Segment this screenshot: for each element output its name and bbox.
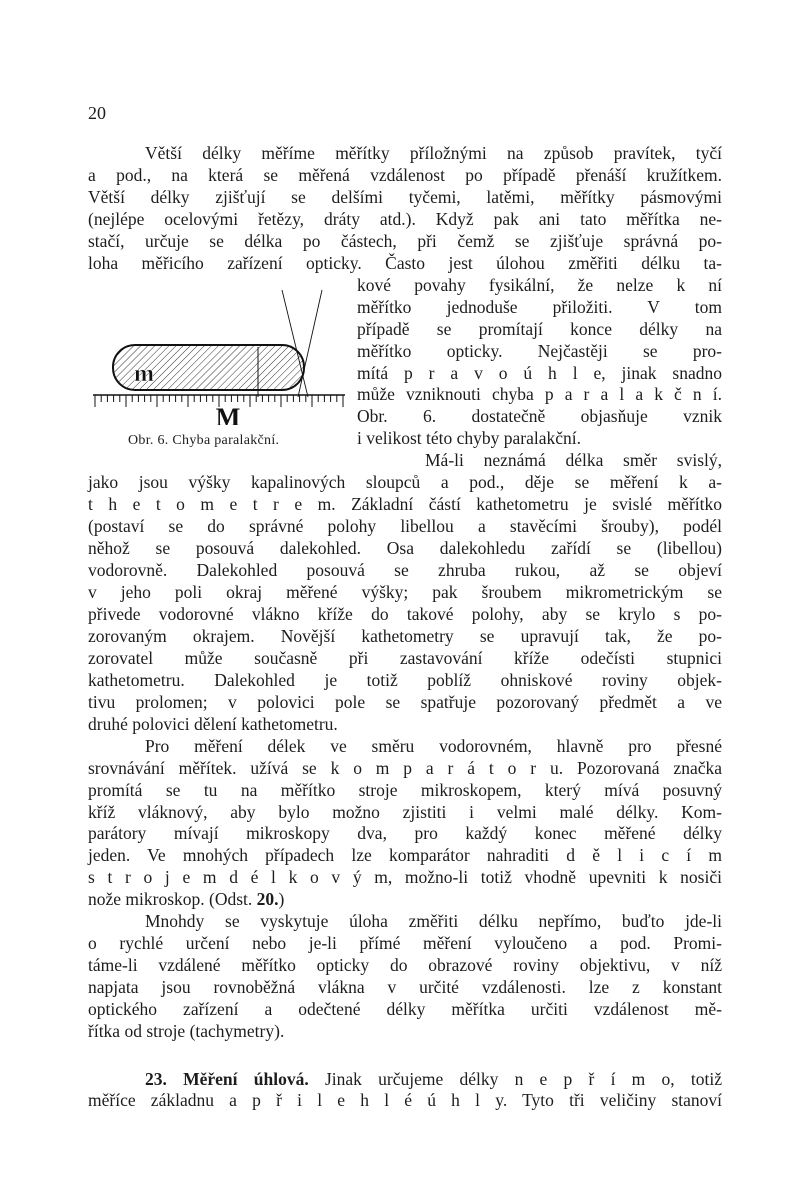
- figure-parallax-error: [88, 285, 350, 425]
- text-line: jako jsou výšky kapalinových sloupců a pod., děje se měření k a-: [88, 472, 722, 493]
- text-line: o rychlé určení nebo je-li přímé měření vyloučeno a pod. Promi-: [88, 933, 722, 954]
- text-line: stačí, určuje se délka po částech, při čemž se zjišťuje správná po-: [88, 230, 722, 251]
- text-line: Větší délky zjišťují se delšími tyčemi, latěmi, měřítky pásmovými: [88, 186, 722, 207]
- text-line: optického zařízení a odečtené délky měřítka určiti vzdálenost mě-: [88, 999, 722, 1020]
- object-label: m: [134, 361, 154, 387]
- sight-line-right: [298, 290, 322, 397]
- text-line: měřítko opticky. Nejčastěji se pro-: [357, 340, 722, 361]
- text-line: s t r o j e m d é l k o v ý m, možno-li totiž vhodně upevniti k nosiči: [88, 867, 722, 888]
- text-line: Mnohdy se vyskytuje úloha změřiti délku nepřímo, buďto jde-li: [145, 911, 722, 932]
- text-line: druhé polovici dělení kathetometru.: [88, 713, 338, 734]
- text-line: Pro měření délek ve směru vodorovném, hlavně pro přesné: [145, 735, 722, 756]
- text-line: napjata jsou rovnoběžná vlákna v určité vzdálenosti. lze z konstant: [88, 977, 722, 998]
- text-line: jeden. Ve mnohých případech lze komparátor nahraditi d ě l i c í m: [88, 845, 722, 866]
- text-line: kříž vláknový, aby bylo možno zjistiti i velmi malé délky. Kom-: [88, 801, 722, 822]
- text-line: t h e t o m e t r e m. Základní částí kathetometru je svislé měřítko: [88, 494, 722, 515]
- text-line: (nejlépe ocelovými řetězy, dráty atd.). Když pak ani tato měřítka ne-: [88, 208, 722, 229]
- section-second-line: měříce základnu a p ř i l e h l é ú h l y. Tyto tři veličiny stanoví: [88, 1090, 722, 1110]
- paragraph-reference: 20.: [256, 889, 279, 910]
- page-number: 20: [88, 103, 106, 123]
- text-line: Obr. 6. dostatečně objasňuje vznik: [357, 406, 722, 427]
- text-line: loha měřicího zařízení opticky. Často jest úlohou změřiti délku ta-: [88, 252, 722, 273]
- text-line: zorovatel může současně při zastavování kříže odečísti stupnici: [88, 647, 722, 668]
- text-line: kové povahy fysikální, že nelze k ní: [357, 274, 722, 295]
- text-line: vodorovně. Dalekohled posouvá se zhruba rukou, až se objeví: [88, 560, 722, 581]
- text-line: a pod., na která se měřená vzdálenost po případě přenáší kružítkem.: [88, 164, 722, 185]
- text-line: měřítko jednoduše přiložiti. V tom: [357, 296, 722, 317]
- section-first-line: [145, 1069, 722, 1089]
- text-line: kathetometru. Dalekohled je totiž poblíž ohniskové roviny objek-: [88, 669, 722, 690]
- text-line: řítka od stroje (tachymetry).: [88, 1021, 285, 1041]
- figure-caption: Obr. 6. Chyba paralakční.: [128, 433, 280, 448]
- text-line: v jeho poli okraj měřené výšky; pak šroubem mikrometrickým se: [88, 582, 722, 602]
- text-line: zorovaným okrajem. Novější kathetometry se upravují tak, že po-: [88, 625, 722, 646]
- text-line: táme-li vzdálené měřítko opticky do obrazové roviny objektivu, v níž: [88, 955, 722, 976]
- text-line: Má-li neznámá délka směr svislý,: [425, 450, 722, 471]
- text-line: Větší délky měříme měřítky příložnými na způsob pravítek, tyčí: [145, 143, 722, 163]
- text-segment: ): [278, 889, 285, 910]
- text-line: mítá p r a v o ú h l e, jinak snadno: [357, 362, 722, 383]
- section-heading: 23. Měření úhlová.: [145, 1069, 309, 1089]
- text-line: případě se promítají konce délky na: [357, 318, 722, 339]
- text-line: (postaví se do správné polohy libellou a stavěcími šrouby), podél: [88, 516, 722, 537]
- text-line: srovnávání měřítek. užívá se k o m p a r á t o r u. Pozorovaná značka: [88, 757, 722, 778]
- text-line: přivede vodorovné vlákno kříže do takové polohy, aby se krylo s po-: [88, 603, 722, 624]
- text-line: tivu prolomen; v polovici pole se spatřuje pozorovaný předmět a ve: [88, 691, 722, 712]
- text-line: něhož se posouvá dalekohled. Osa dalekohledu zařídí se (libellou): [88, 538, 722, 559]
- text-segment: nože mikroskop. (Odst.: [88, 889, 257, 910]
- text-line: může vzniknouti chyba p a r a l a k č n í.: [357, 384, 722, 405]
- text-line: [88, 889, 284, 909]
- text-line: parátory mívají mikroskopy dva, pro každý konec měřené délky: [88, 823, 722, 844]
- text-line: promítá se tu na měřítko stroje mikroskopem, který mívá posuvný: [88, 779, 722, 800]
- text-line: i velikost této chyby paralakční.: [357, 428, 582, 449]
- scale-label: M: [215, 403, 241, 425]
- section-text: Jinak určujeme délky n e p ř í m o, totiž: [308, 1069, 722, 1089]
